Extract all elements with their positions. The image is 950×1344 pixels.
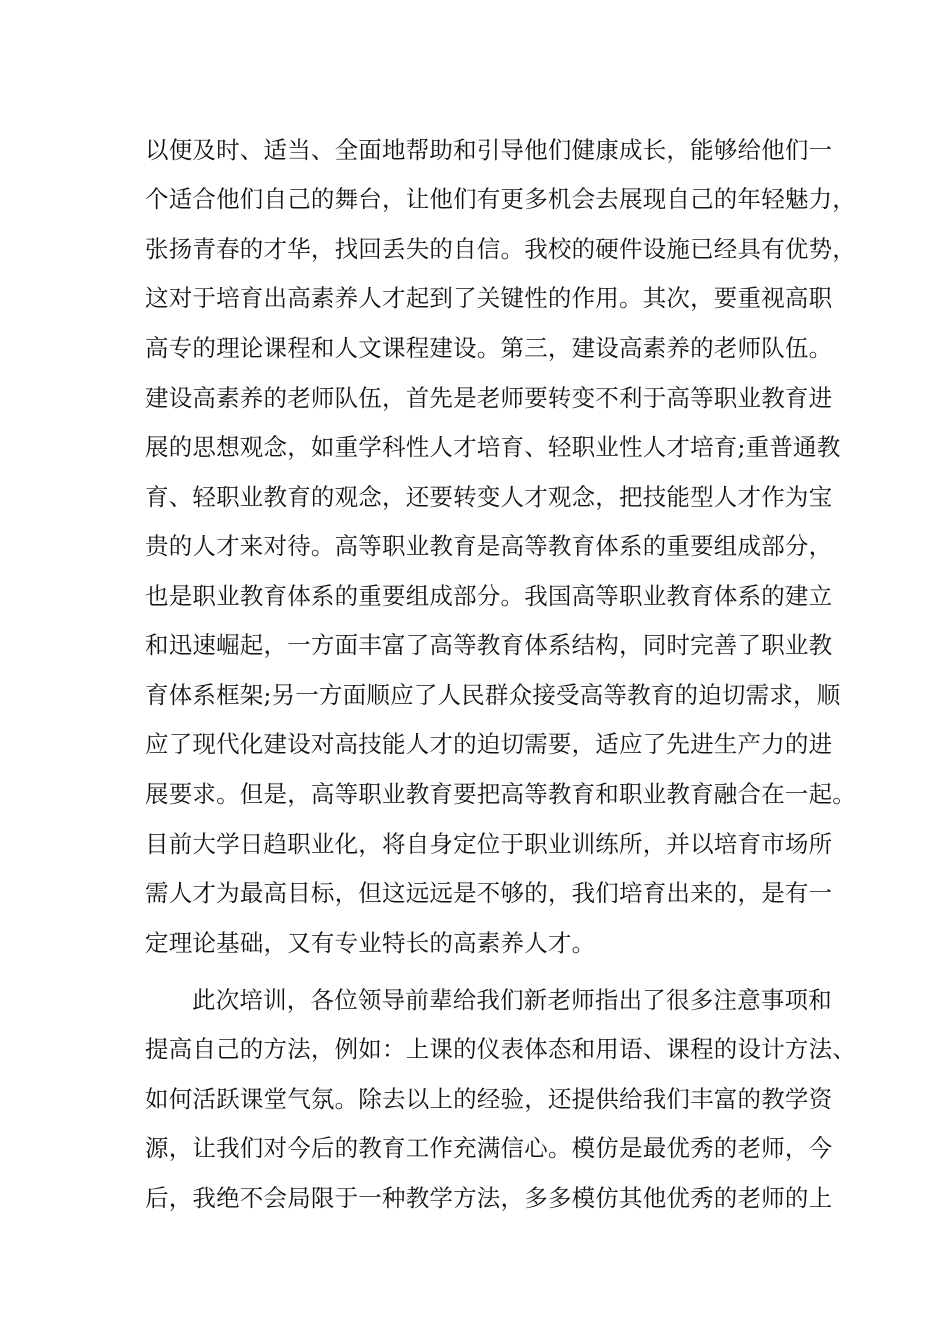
text-line: 这对于培育出高素养人才起到了关键性的作用。其次，要重视高职 [145, 284, 833, 312]
text-line: 源，让我们对今后的教育工作充满信心。模仿是最优秀的老师，今 [145, 1134, 833, 1162]
paragraph-first-line: 此次培训，各位领导前辈给我们新老师指出了很多注意事项和 [192, 986, 832, 1014]
text-line: 需人才为最高目标，但这远远是不够的，我们培育出来的，是有一 [145, 879, 833, 907]
text-line: 以便及时、适当、全面地帮助和引导他们健康成长，能够给他们一 [145, 136, 833, 164]
text-line: 提高自己的方法，例如：上课的仪表体态和用语、课程的设计方法、 [145, 1035, 856, 1063]
text-line: 和迅速崛起，一方面丰富了高等教育体系结构，同时完善了职业教 [145, 631, 833, 659]
text-line: 定理论基础，又有专业特长的高素养人才。 [145, 929, 596, 957]
text-line: 建设高素养的老师队伍，首先是老师要转变不利于高等职业教育进 [145, 384, 833, 412]
text-line: 育体系框架;另一方面顺应了人民群众接受高等教育的迫切需求，顺 [145, 681, 841, 709]
text-line: 张扬青春的才华，找回丢失的自信。我校的硬件设施已经具有优势， [145, 235, 856, 263]
text-line: 后，我绝不会局限于一种教学方法，多多模仿其他优秀的老师的上 [145, 1184, 833, 1212]
text-line: 个适合他们自己的舞台，让他们有更多机会去展现自己的年轻魅力， [145, 185, 856, 213]
text-line: 应了现代化建设对高技能人才的迫切需要，适应了先进生产力的进 [145, 730, 833, 758]
text-line: 育、轻职业教育的观念，还要转变人才观念，把技能型人才作为宝 [145, 483, 833, 511]
text-line: 贵的人才来对待。高等职业教育是高等教育体系的重要组成部分， [145, 532, 833, 560]
text-line: 也是职业教育体系的重要组成部分。我国高等职业教育体系的建立 [145, 582, 833, 610]
text-line: 展要求。但是，高等职业教育要把高等教育和职业教育融合在一起。 [145, 780, 856, 808]
text-line: 高专的理论课程和人文课程建设。第三，建设高素养的老师队伍。 [145, 334, 833, 362]
text-line: 展的思想观念，如重学科性人才培育、轻职业性人才培育;重普通教 [145, 433, 841, 461]
text-line: 目前大学日趋职业化，将自身定位于职业训练所，并以培育市场所 [145, 830, 833, 858]
text-line: 如何活跃课堂气氛。除去以上的经验，还提供给我们丰富的教学资 [145, 1085, 833, 1113]
